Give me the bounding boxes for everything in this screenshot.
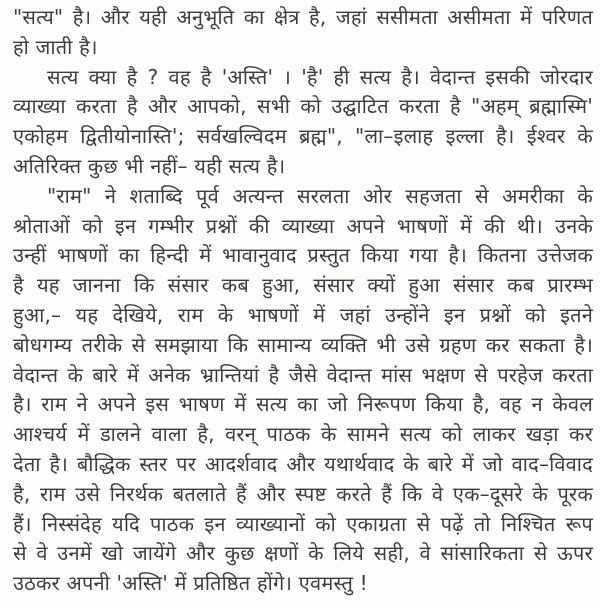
text-line: है। राम ने अपने इस भाषण में सत्य का जो निरूपण किया है, वह न केवल [13,392,593,417]
text-line: देता है। बौद्धिक स्तर पर आदर्शवाद और यथार्थवाद के बारे में जो वाद–विवाद [13,451,593,476]
text-line: आश्चर्य में डालने वाला है, वरन् पाठक के सामने सत्य को लाकर खड़ा कर [13,422,593,447]
text-line: बोधगम्य तरीके से समझाया कि सामान्य व्यक्ति भी उसे ग्रहण कर सकता है। [13,332,593,357]
text-line: है, राम उसे निरर्थक बतलाते हैं और स्पष्ट करते हैं कि वे एक–दूसरे के पूरक [13,481,593,506]
text-line: एकोहम द्वितीयोनास्ति'; सर्वखल्विदम ब्रह्म", "ला–इलाह इल्ला है। ईश्वर के [13,124,593,149]
text-line: हैं। निस्संदेह यदि पाठक इन व्याख्यानों को एकाग्रता से पढ़ें तो निश्चित रूप [13,511,593,536]
text-line: उठकर अपनी 'अस्ति' में प्रतिष्ठित होंगे। एवमस्तु ! [13,571,368,596]
text-line: हुआ,– यह देखिये, राम के भाषणों में जहां उन्होंने इन प्रश्नों को इतने [13,302,593,327]
text-lines [13,3,593,599]
text-line: "राम" ने शताब्दि पूर्व अत्यन्त सरलता ओर सहजता से अमरीका के [47,183,593,208]
text-line: है यह जानना कि संसार कब हुआ, संसार क्यों हुआ संसार कब प्रारम्भ [13,273,593,298]
text-line: से वे उनमें खो जायेंगे और कुछ क्षणों के लिये सही, वे सांसारिकता से ऊपर [13,541,593,566]
text-line: सत्य क्या है ? वह है 'अस्ति' । 'है' ही सत्य है। वेदान्त इसकी जोरदार [47,64,593,89]
text-line: व्याख्या करता है और आपको, सभी को उद्घाटित करता है "अहम् ब्रह्मास्मि' [13,94,593,119]
text-line: अतिरिक्त कुछ भी नहीं– यही सत्य है। [13,153,286,178]
text-line: श्रोताओं को इन गम्भीर प्रश्नों की व्याख्या अपने भाषणों में की थी। उनके [13,213,593,238]
text-line: हो जाती है। [13,34,98,59]
text-line: वेदान्त के बारे में अनेक भ्रान्तियां है जैसे वेदान्त मांस भक्षण से परहेज करता [13,362,593,387]
text-line: "सत्य" है। और यही अनुभूति का क्षेत्र है, जहां ससीमता असीमता में परिणत [13,5,593,29]
text-line: उन्हीं भाषणों का हिन्दी में भावानुवाद प्रस्तुत किया गया है। कितना उत्तेजक [13,243,593,268]
